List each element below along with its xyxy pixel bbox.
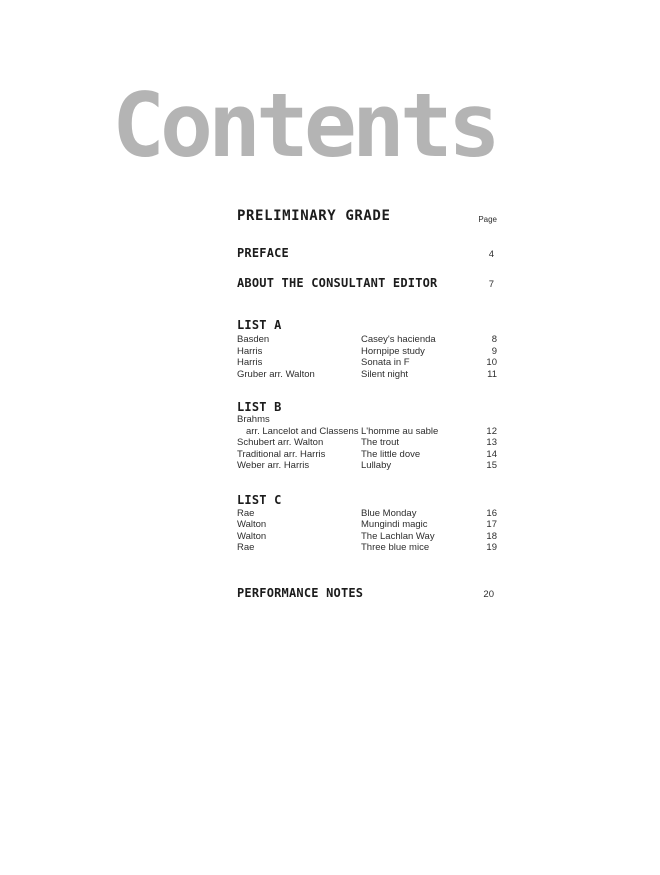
table-row <box>237 449 497 461</box>
page-number-cell: 19 <box>486 542 497 553</box>
piece-title-cell: Mungindi magic <box>361 519 428 530</box>
page-number-cell: 8 <box>491 334 497 345</box>
table-row <box>237 437 497 449</box>
page-number-cell: 14 <box>486 448 497 460</box>
composer-cell <box>237 414 361 437</box>
page-number-cell: 15 <box>486 460 497 471</box>
composer-cell: Walton <box>237 519 267 530</box>
performance-notes-row <box>237 586 497 600</box>
list-c-rows <box>237 508 497 554</box>
preface-label: PREFACE <box>237 246 289 260</box>
page-number-cell: 9 <box>491 345 497 357</box>
list-b-rows <box>237 414 497 472</box>
composer-arranger: arr. Lancelot and Classens <box>246 425 359 437</box>
page-column-label: Page <box>478 215 497 224</box>
piece-title-cell: The trout <box>361 437 400 448</box>
list-a-heading: LIST A <box>237 318 282 332</box>
page-number-cell: 17 <box>486 519 497 530</box>
composer-cell: Harris <box>237 357 263 368</box>
page-title: Contents <box>112 74 496 177</box>
toc-header <box>237 208 497 224</box>
about-editor-label: ABOUT THE CONSULTANT EDITOR <box>237 276 438 290</box>
composer-cell: Weber arr. Harris <box>237 460 310 471</box>
composer-cell: Rae <box>237 507 255 519</box>
table-row <box>237 334 497 346</box>
page-number-cell: 12 <box>486 425 497 437</box>
list-a-rows <box>237 334 497 380</box>
table-of-contents <box>237 208 497 600</box>
preface-page-number: 4 <box>488 249 494 260</box>
table-row <box>237 346 497 358</box>
composer-cell: Traditional arr. Harris <box>237 448 326 460</box>
page-number-cell: 10 <box>486 357 497 368</box>
composer-cell: Gruber arr. Walton <box>237 368 315 380</box>
piece-title-cell: Sonata in F <box>361 357 410 368</box>
about-editor-page-number: 7 <box>488 279 494 290</box>
piece-title-cell: The Lachlan Way <box>361 530 435 542</box>
composer-cell: Schubert arr. Walton <box>237 437 324 448</box>
front-matter-row-about <box>237 276 497 290</box>
table-row <box>237 508 497 520</box>
page-number-cell: 18 <box>486 530 497 542</box>
table-row <box>237 369 497 381</box>
performance-notes-page-number: 20 <box>483 588 494 600</box>
grade-heading: PRELIMINARY GRADE <box>237 208 391 224</box>
list-c-heading: LIST C <box>237 492 282 507</box>
table-row <box>237 460 497 472</box>
composer-cell: Harris <box>237 345 263 357</box>
front-matter-row-preface <box>237 246 497 260</box>
composer-cell: Basden <box>237 334 270 345</box>
table-row <box>237 542 497 554</box>
piece-title-cell: Three blue mice <box>361 542 430 553</box>
composer-cell: Rae <box>237 542 255 553</box>
piece-title-cell: Hornpipe study <box>361 345 425 357</box>
page-number-cell: 11 <box>487 368 497 380</box>
composer-cell: Walton <box>237 530 267 542</box>
list-b-heading: LIST B <box>237 400 282 414</box>
piece-title-cell: Blue Monday <box>361 507 417 519</box>
table-row <box>237 531 497 543</box>
piece-title-cell: The little dove <box>361 448 421 460</box>
composer-name: Brahms <box>237 414 270 425</box>
piece-title-cell: Lullaby <box>361 460 392 471</box>
piece-title-cell: L'homme au sable <box>361 425 439 437</box>
table-row <box>237 357 497 369</box>
table-row <box>237 414 497 437</box>
piece-title-cell: Silent night <box>361 368 409 380</box>
page-number-cell: 13 <box>486 437 497 448</box>
performance-notes-label: PERFORMANCE NOTES <box>237 585 364 600</box>
piece-title-cell: Casey's hacienda <box>361 334 436 345</box>
table-row <box>237 519 497 531</box>
page-number-cell: 16 <box>486 507 497 519</box>
